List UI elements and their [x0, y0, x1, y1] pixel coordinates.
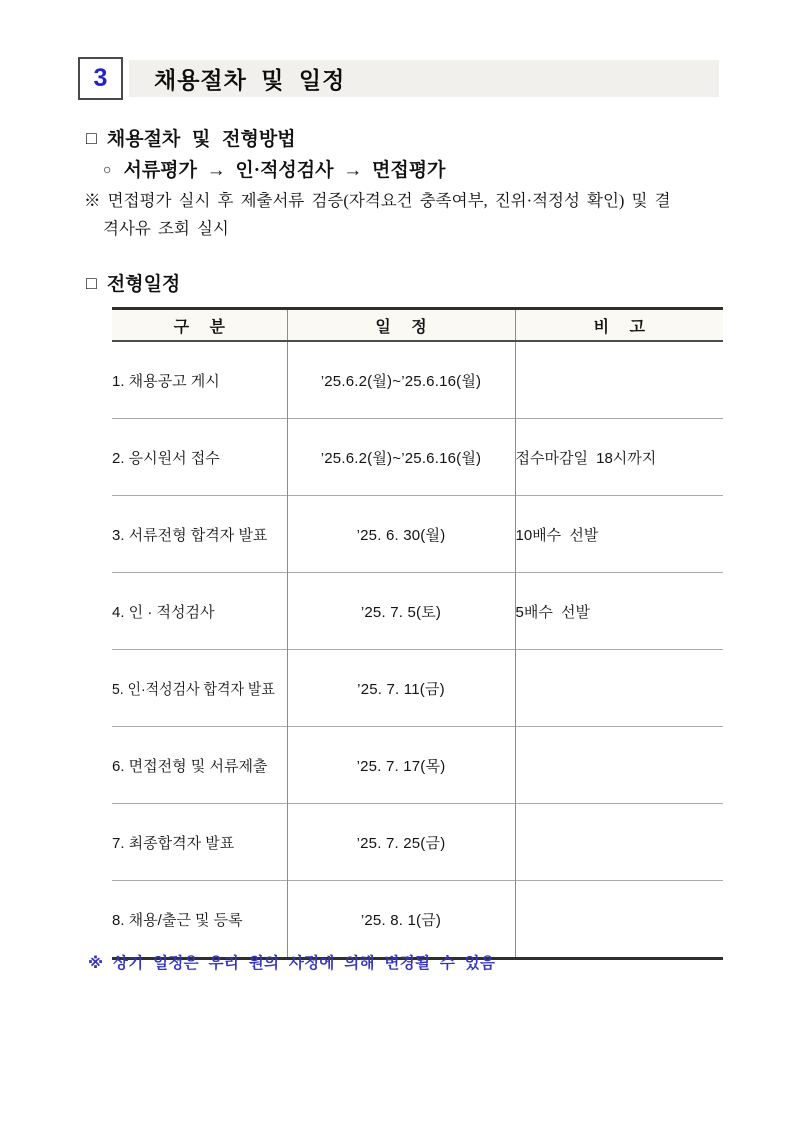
row-date: ’25. 6. 30(월) — [287, 496, 515, 573]
table-row — [112, 881, 723, 959]
table-header-row — [112, 309, 723, 342]
heading-schedule — [86, 269, 180, 296]
table-row — [112, 650, 723, 727]
row-date: ’25. 7. 17(목) — [287, 727, 515, 804]
row-remark: 5배수 선발 — [515, 573, 723, 650]
row-category: 8. 채용/출근 및 등록 — [112, 911, 243, 929]
row-category: 5. 인·적성검사 합격자 발표 — [112, 680, 275, 698]
procedure-note-line1: ※ 면접평가 실시 후 제출서류 검증(자격요건 충족여부, 진위·적정성 확인) 및 결 — [84, 191, 671, 210]
page-title: 채용절차 및 일정 — [154, 67, 346, 93]
schedule-table — [112, 307, 723, 960]
heading-schedule-label: 전형일정 — [106, 274, 181, 295]
row-category: 1. 채용공고 게시 — [112, 372, 220, 390]
table-row — [112, 573, 723, 650]
table-row — [112, 727, 723, 804]
row-date: ’25. 8. 1(금) — [287, 881, 515, 959]
section-number-box — [78, 57, 123, 100]
section-title-bar — [78, 57, 719, 100]
row-category: 3. 서류전형 합격자 발표 — [112, 526, 268, 544]
column-header-remark: 비 고 — [515, 309, 723, 342]
row-date: ’25.6.2(월)~’25.6.16(월) — [287, 419, 515, 496]
row-remark — [515, 727, 723, 804]
row-remark — [515, 804, 723, 881]
table-row — [112, 804, 723, 881]
table-row — [112, 496, 723, 573]
table-row — [112, 419, 723, 496]
schedule-footnote: ※ 상기 일정은 우리 원의 사정에 의해 변경될 수 있음 — [88, 955, 496, 972]
row-remark — [515, 881, 723, 959]
row-category: 6. 면접전형 및 서류제출 — [112, 757, 268, 775]
row-remark — [515, 650, 723, 727]
table-row — [112, 341, 723, 419]
row-date: ’25. 7. 11(금) — [287, 650, 515, 727]
row-category: 4. 인 · 적성검사 — [112, 603, 215, 621]
procedure-flow — [103, 155, 445, 182]
square-bullet-icon: □ — [86, 273, 97, 293]
square-bullet-icon: □ — [86, 128, 97, 148]
heading-procedure — [86, 124, 296, 151]
row-date: ’25. 7. 25(금) — [287, 804, 515, 881]
row-remark: 접수마감일 18시까지 — [515, 419, 723, 496]
heading-procedure-label: 채용절차 및 전형방법 — [106, 129, 296, 150]
row-date: ’25. 7. 5(토) — [287, 573, 515, 650]
procedure-flow-text: 서류평가 → 인·적성검사 → 면접평가 — [123, 160, 446, 181]
title-bar — [129, 60, 719, 97]
procedure-note — [84, 187, 744, 243]
column-header-category: 구 분 — [112, 309, 287, 342]
procedure-note-line2: 격사유 조회 실시 — [103, 219, 229, 238]
row-category: 2. 응시원서 접수 — [112, 449, 220, 467]
row-remark — [515, 341, 723, 419]
column-header-date: 일 정 — [287, 309, 515, 342]
circle-bullet-icon: ○ — [103, 163, 112, 178]
row-category: 7. 최종합격자 발표 — [112, 834, 235, 852]
section-number: 3 — [93, 64, 108, 92]
row-date: ’25.6.2(월)~’25.6.16(월) — [287, 341, 515, 419]
row-remark: 10배수 선발 — [515, 496, 723, 573]
